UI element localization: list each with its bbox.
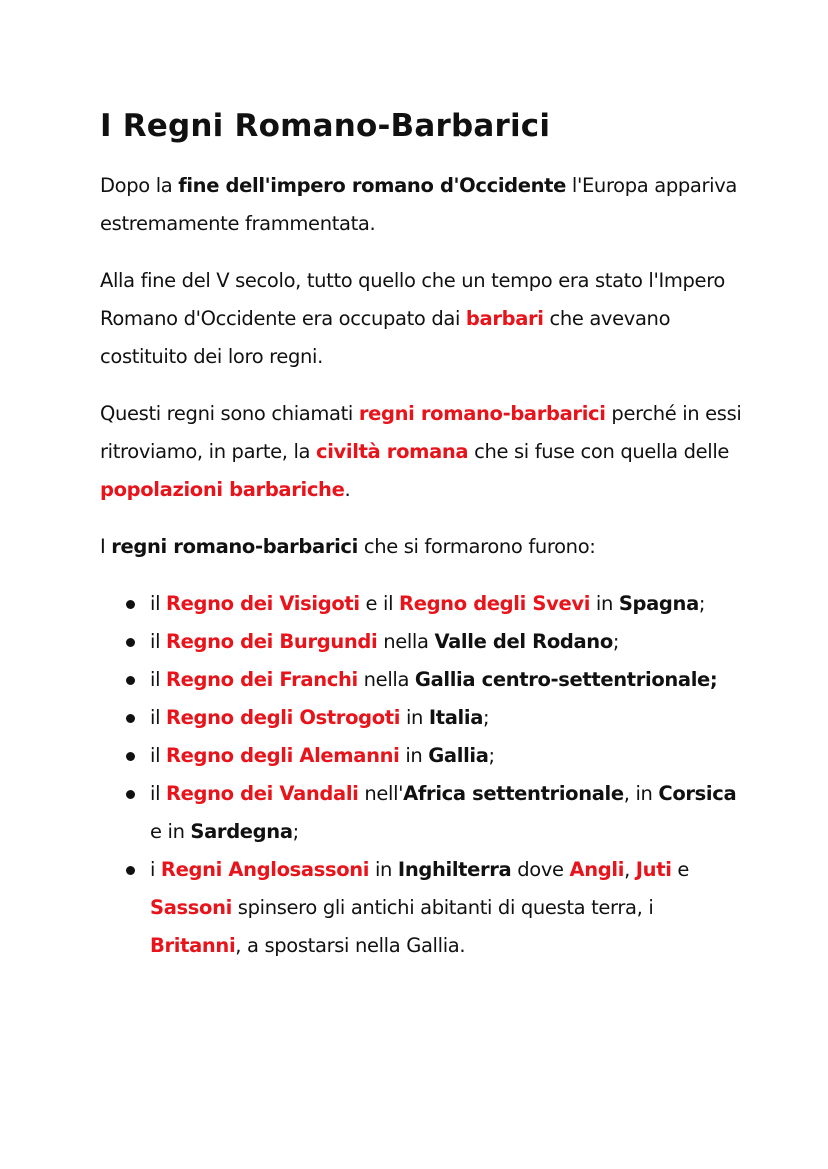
text: e bbox=[671, 858, 690, 881]
barbarians-paragraph bbox=[100, 262, 750, 376]
text: I bbox=[100, 535, 112, 558]
text: ; bbox=[483, 706, 490, 729]
list-item bbox=[150, 851, 750, 965]
bullet-icon bbox=[126, 866, 135, 875]
list-item bbox=[150, 661, 750, 699]
content bbox=[100, 104, 750, 965]
highlight-term: Sassoni bbox=[150, 896, 232, 919]
text: e il bbox=[359, 592, 400, 615]
bold-term: Gallia centro-settentrionale; bbox=[414, 668, 718, 691]
text: il bbox=[150, 668, 166, 691]
text: ; bbox=[488, 744, 495, 767]
text: il bbox=[150, 782, 166, 805]
bullet-icon bbox=[126, 714, 135, 723]
text: il bbox=[150, 706, 166, 729]
list-item bbox=[150, 623, 750, 661]
text: spinsero gli antichi abitanti di questa terra, i bbox=[231, 896, 654, 919]
text: Dopo la bbox=[100, 174, 179, 197]
text: il bbox=[150, 592, 166, 615]
bold-term: regni romano-barbarici bbox=[111, 535, 358, 558]
text: in bbox=[369, 858, 398, 881]
text: Alla fine del V secolo, tutto quello che un tempo era stato l'Impero Romano d'Occidente era occupato dai bbox=[100, 269, 726, 330]
list-item bbox=[150, 699, 750, 737]
highlight-term: Regno degli Ostrogoti bbox=[165, 706, 401, 729]
text: nella bbox=[357, 668, 415, 691]
definition-paragraph bbox=[100, 395, 750, 509]
text: il bbox=[150, 744, 166, 767]
highlight-term: Regno dei Vandali bbox=[165, 782, 359, 805]
bullet-icon bbox=[126, 638, 135, 647]
highlight-term: Regno dei Franchi bbox=[165, 668, 358, 691]
text: ; bbox=[612, 630, 620, 653]
bold-term: Inghilterra bbox=[397, 858, 512, 881]
text: Questi regni sono chiamati bbox=[100, 402, 359, 425]
list-item bbox=[150, 585, 750, 623]
text: nella bbox=[377, 630, 435, 653]
highlight-term: Regni Anglosassoni bbox=[160, 858, 370, 881]
bold-term: fine dell'impero romano d'Occidente bbox=[178, 174, 567, 197]
highlight-term: Regno degli Svevi bbox=[399, 592, 591, 615]
text: che avevano costituito dei loro regni. bbox=[100, 307, 671, 368]
text: che si formarono furono: bbox=[357, 535, 596, 558]
text: perché in essi ritroviamo, in parte, la bbox=[100, 402, 742, 463]
text: , bbox=[624, 858, 636, 881]
bullet-icon bbox=[126, 676, 135, 685]
highlight-term: barbari bbox=[465, 307, 544, 330]
text: nell' bbox=[358, 782, 404, 805]
list-intro-paragraph bbox=[100, 528, 750, 566]
text: che si fuse con quella delle bbox=[468, 440, 730, 463]
highlight-term: civiltà romana bbox=[316, 440, 469, 463]
text: e in bbox=[150, 820, 191, 843]
text: in bbox=[590, 592, 619, 615]
text: in bbox=[399, 744, 429, 767]
bullet-icon bbox=[126, 790, 135, 799]
text: ; bbox=[292, 820, 299, 843]
text: , a spostarsi nella Gallia. bbox=[235, 934, 466, 957]
kingdoms-list bbox=[100, 585, 750, 965]
intro-paragraph bbox=[100, 167, 750, 243]
bold-term: Spagna bbox=[618, 592, 699, 615]
list-item bbox=[150, 737, 750, 775]
bullet-icon bbox=[126, 752, 135, 761]
text: dove bbox=[511, 858, 570, 881]
text: , in bbox=[623, 782, 659, 805]
bold-term: Corsica bbox=[658, 782, 737, 805]
text: in bbox=[400, 706, 429, 729]
text: l'Europa appariva estremamente frammentata. bbox=[100, 174, 738, 235]
highlight-term: Juti bbox=[635, 858, 672, 881]
bold-term: Africa settentrionale bbox=[403, 782, 624, 805]
text: i bbox=[150, 858, 161, 881]
highlight-term: Britanni bbox=[150, 934, 236, 957]
highlight-term: Angli bbox=[569, 858, 625, 881]
text: . bbox=[344, 478, 351, 501]
list-item bbox=[150, 775, 750, 851]
highlight-term: Regno degli Alemanni bbox=[165, 744, 400, 767]
bold-term: Gallia bbox=[428, 744, 489, 767]
bold-term: Sardegna bbox=[190, 820, 293, 843]
page-title: I Regni Romano-Barbarici bbox=[100, 108, 551, 144]
highlight-term: Regno dei Visigoti bbox=[165, 592, 360, 615]
bullet-icon bbox=[126, 600, 135, 609]
highlight-term: regni romano-barbarici bbox=[358, 402, 606, 425]
text: il bbox=[150, 630, 166, 653]
highlight-term: popolazioni barbariche bbox=[100, 478, 345, 501]
text: ; bbox=[698, 592, 706, 615]
bold-term: Valle del Rodano bbox=[434, 630, 613, 653]
bold-term: Italia bbox=[428, 706, 484, 729]
highlight-term: Regno dei Burgundi bbox=[165, 630, 378, 653]
